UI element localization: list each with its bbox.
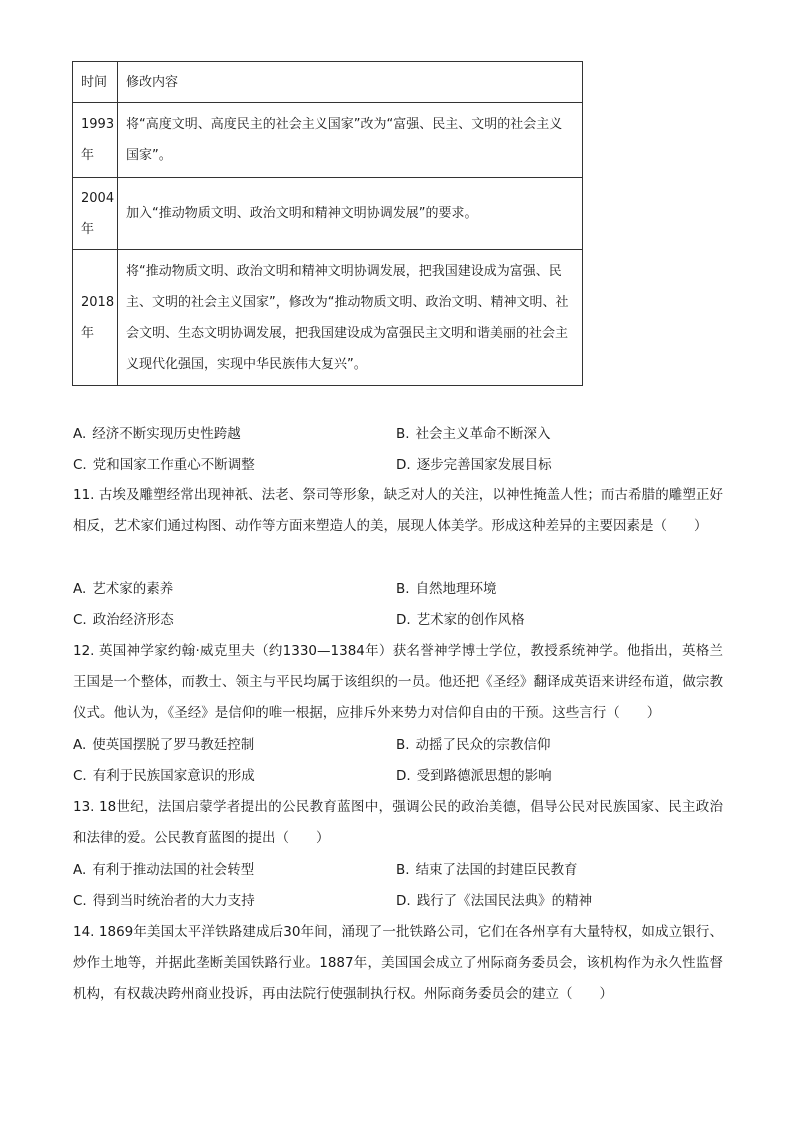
q13-option-a[interactable]: A. 有利于推动法国的社会转型 xyxy=(73,862,255,878)
amendment-table xyxy=(72,61,583,386)
q12-option-c[interactable]: C. 有利于民族国家意识的形成 xyxy=(73,768,255,784)
q12-option-b[interactable]: B. 动摇了民众的宗教信仰 xyxy=(396,737,551,753)
row-year: 2004年 xyxy=(73,178,118,250)
q10-option-c[interactable]: C. 党和国家工作重心不断调整 xyxy=(73,457,255,473)
table-row xyxy=(73,103,583,178)
header-content: 修改内容 xyxy=(118,62,583,103)
q13-option-d[interactable]: D. 践行了《法国民法典》的精神 xyxy=(396,893,593,909)
q13-stem: 13. 18世纪，法国启蒙学者提出的公民教育蓝图中，强调公民的政治美德，倡导公民对民族国家、民主政治和法律的爱。公民教育蓝图的提出（ ） xyxy=(73,799,723,846)
row-year: 2018年 xyxy=(73,250,118,386)
header-time: 时间 xyxy=(73,62,118,103)
q11-option-b[interactable]: B. 自然地理环境 xyxy=(396,581,497,597)
table-header-row xyxy=(73,62,583,103)
q12-stem: 12. 英国神学家约翰·威克里夫（约1330—1384年）获名誉神学博士学位，教授系统神学。他指出，英格兰王国是一个整体，而教士、领主与平民均属于该组织的一员。他还把《圣经》翻译成英语来讲经布道，做宗教仪式。他认为，《圣经》是信仰的唯一根据，应排斥外来势力对信仰自由的干预。这些言行（ ） xyxy=(73,643,723,721)
q10-option-a[interactable]: A. 经济不断实现历史性跨越 xyxy=(73,426,241,442)
q10-option-b[interactable]: B. 社会主义革命不断深入 xyxy=(396,426,551,442)
q12-option-d[interactable]: D. 受到路德派思想的影响 xyxy=(396,768,552,784)
q12-option-a[interactable]: A. 使英国摆脱了罗马教廷控制 xyxy=(73,737,255,753)
table-row xyxy=(73,250,583,386)
row-content: 将“高度文明、高度民主的社会主义国家”改为“富强、民主、文明的社会主义国家”。 xyxy=(118,103,583,178)
q11-option-c[interactable]: C. 政治经济形态 xyxy=(73,612,174,628)
table-row xyxy=(73,178,583,250)
q10-option-d[interactable]: D. 逐步完善国家发展目标 xyxy=(396,457,552,473)
q13-option-c[interactable]: C. 得到当时统治者的大力支持 xyxy=(73,893,255,909)
row-content: 将“推动物质文明、政治文明和精神文明协调发展，把我国建设成为富强、民主、文明的社会主义国家”，修改为“推动物质文明、政治文明、精神文明、社会文明、生态文明协调发展，把我国建设成为富强民主文明和谐美丽的社会主义现代化强国，实现中华民族伟大复兴”。 xyxy=(118,250,583,386)
row-year: 1993年 xyxy=(73,103,118,178)
q11-option-a[interactable]: A. 艺术家的素养 xyxy=(73,581,174,597)
row-content: 加入“推动物质文明、政治文明和精神文明协调发展”的要求。 xyxy=(118,178,583,250)
q11-option-d[interactable]: D. 艺术家的创作风格 xyxy=(396,612,525,628)
q11-stem: 11. 古埃及雕塑经常出现神祇、法老、祭司等形象，缺乏对人的关注，以神性掩盖人性；而古希腊的雕塑正好相反，艺术家们通过构图、动作等方面来塑造人的美，展现人体美学。形成这种差异的主要因素是（ ） xyxy=(73,487,723,534)
q13-option-b[interactable]: B. 结束了法国的封建臣民教育 xyxy=(396,862,578,878)
q14-stem: 14. 1869年美国太平洋铁路建成后30年间，涌现了一批铁路公司，它们在各州享有大量特权，如成立银行、炒作土地等，并据此垄断美国铁路行业。1887年，美国国会成立了州际商务委员会，该机构作为永久性监督机构，有权裁决跨州商业投诉，再由法院行使强制执行权。州际商务委员会的建立（ ） xyxy=(73,924,723,1002)
